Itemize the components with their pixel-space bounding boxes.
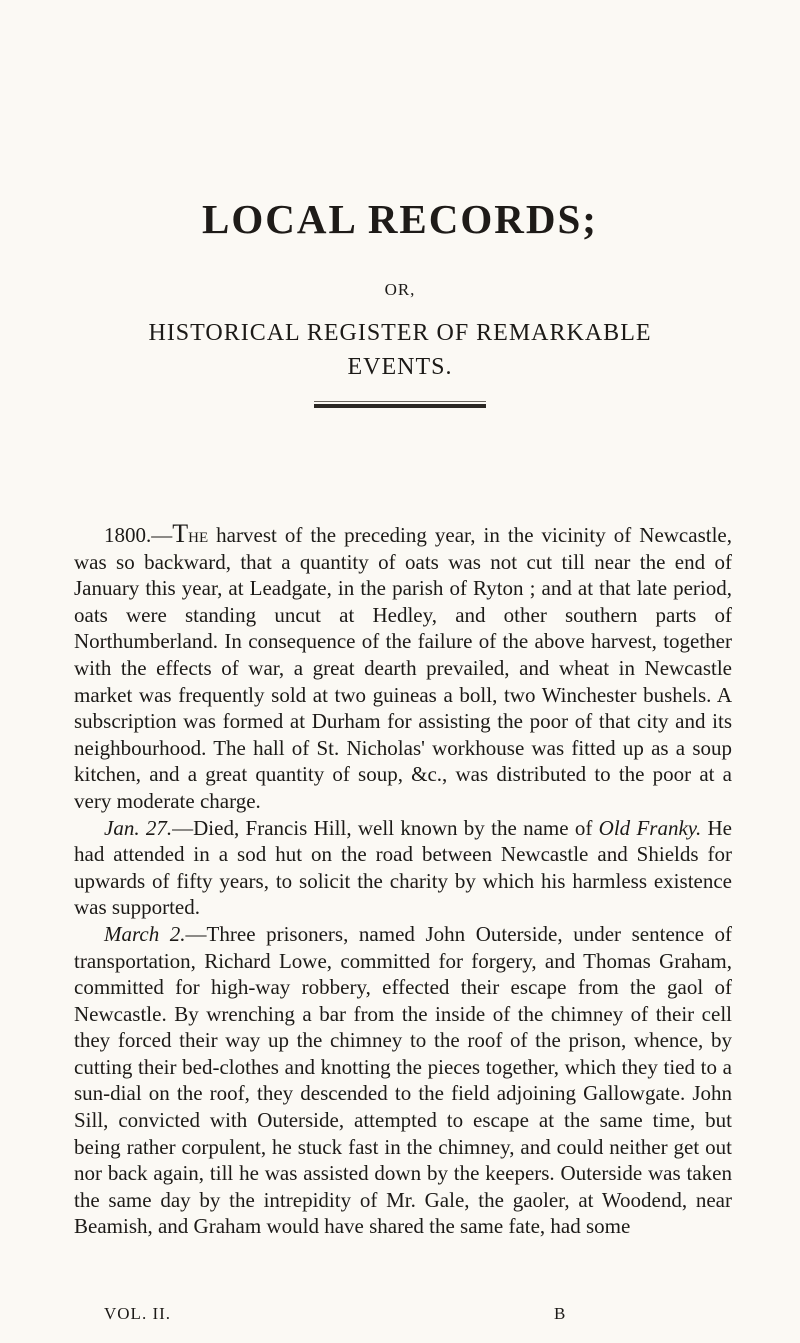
em-dash: — <box>151 523 173 547</box>
initial-letter: T <box>172 519 189 548</box>
signature-mark: B <box>554 1304 567 1323</box>
volume-label: VOL. II. <box>104 1304 172 1323</box>
paragraph-march-2 <box>74 921 732 1240</box>
paragraph-text: harvest of the preceding year, in the vicinity of Newcastle, was so backward, that a quantity of oats was not cut till near the end of January this year, at Leadgate, in the parish of Ryton ; and at that late period, oats were standing uncut at Hedley, and other southern parts of Northumberland. In consequence of the failure of the above harvest, together with the effects of war, a great dearth prevailed, and wheat in Newcastle market was frequently sold at two guineas a boll, two Winchester bushels. A subscription was formed at Durham for assisting the poor of that city and its neighbourhood. The hall of St. Nicholas' workhouse was fitted up as a soup kitchen, and a great quantity of soup, &c., was distributed to the poor at a very moderate charge. <box>74 523 732 813</box>
year-heading: 1800. <box>104 523 152 547</box>
paragraph-text: He had attended in a sod hut on the road between Newcastle and Shields for upwards of fifty years, to solicit the charity by which his harmless existence was supported. <box>74 815 732 920</box>
entry-date: Jan. 27. <box>104 815 173 840</box>
page-subtitle <box>0 316 800 384</box>
subtitle-line-1: HISTORICAL REGISTER OF REMARKABLE <box>148 320 652 346</box>
page-title: LOCAL RECORDS; <box>202 196 598 242</box>
page-footer <box>104 1304 644 1324</box>
main-text <box>74 521 732 1240</box>
subtitle-line-2: EVENTS. <box>347 354 453 380</box>
section-divider <box>314 404 486 408</box>
paragraph-text: —Died, Francis Hill, well known by the name of <box>172 815 599 840</box>
paragraph-1800 <box>74 521 732 815</box>
small-caps-word: he <box>188 523 209 547</box>
paragraph-jan-27 <box>74 815 732 921</box>
paragraph-text: —Three prisoners, named John Outerside, under sentence of transportation, Richard Lowe, committed for forgery, and Thomas Graham, committed for high-way robbery, effected their escape from the gaol of Newcastle. By wrenching a bar from the inside of the chimney of their cell they forced their way up the chimney to the roof of the prison, whence, by cutting their bed-clothes and knotting the pieces together, which they tied to a sun-dial on the roof, they descended to the field adjoining Gallowgate. John Sill, convicted with Outerside, attempted to escape at the same time, but being rather corpulent, he stuck fast in the chimney, and could neither get out nor back again, till he was assisted down by the keepers. Outerside was taken the same day by the intrepidity of Mr. Gale, the gaoler, at Woodend, near Beamish, and Graham would have shared the same fate, had some <box>74 921 732 1239</box>
entry-date: March 2. <box>104 921 186 946</box>
nickname: Old Franky. <box>598 815 702 840</box>
title-conjunction: OR, <box>384 280 416 299</box>
